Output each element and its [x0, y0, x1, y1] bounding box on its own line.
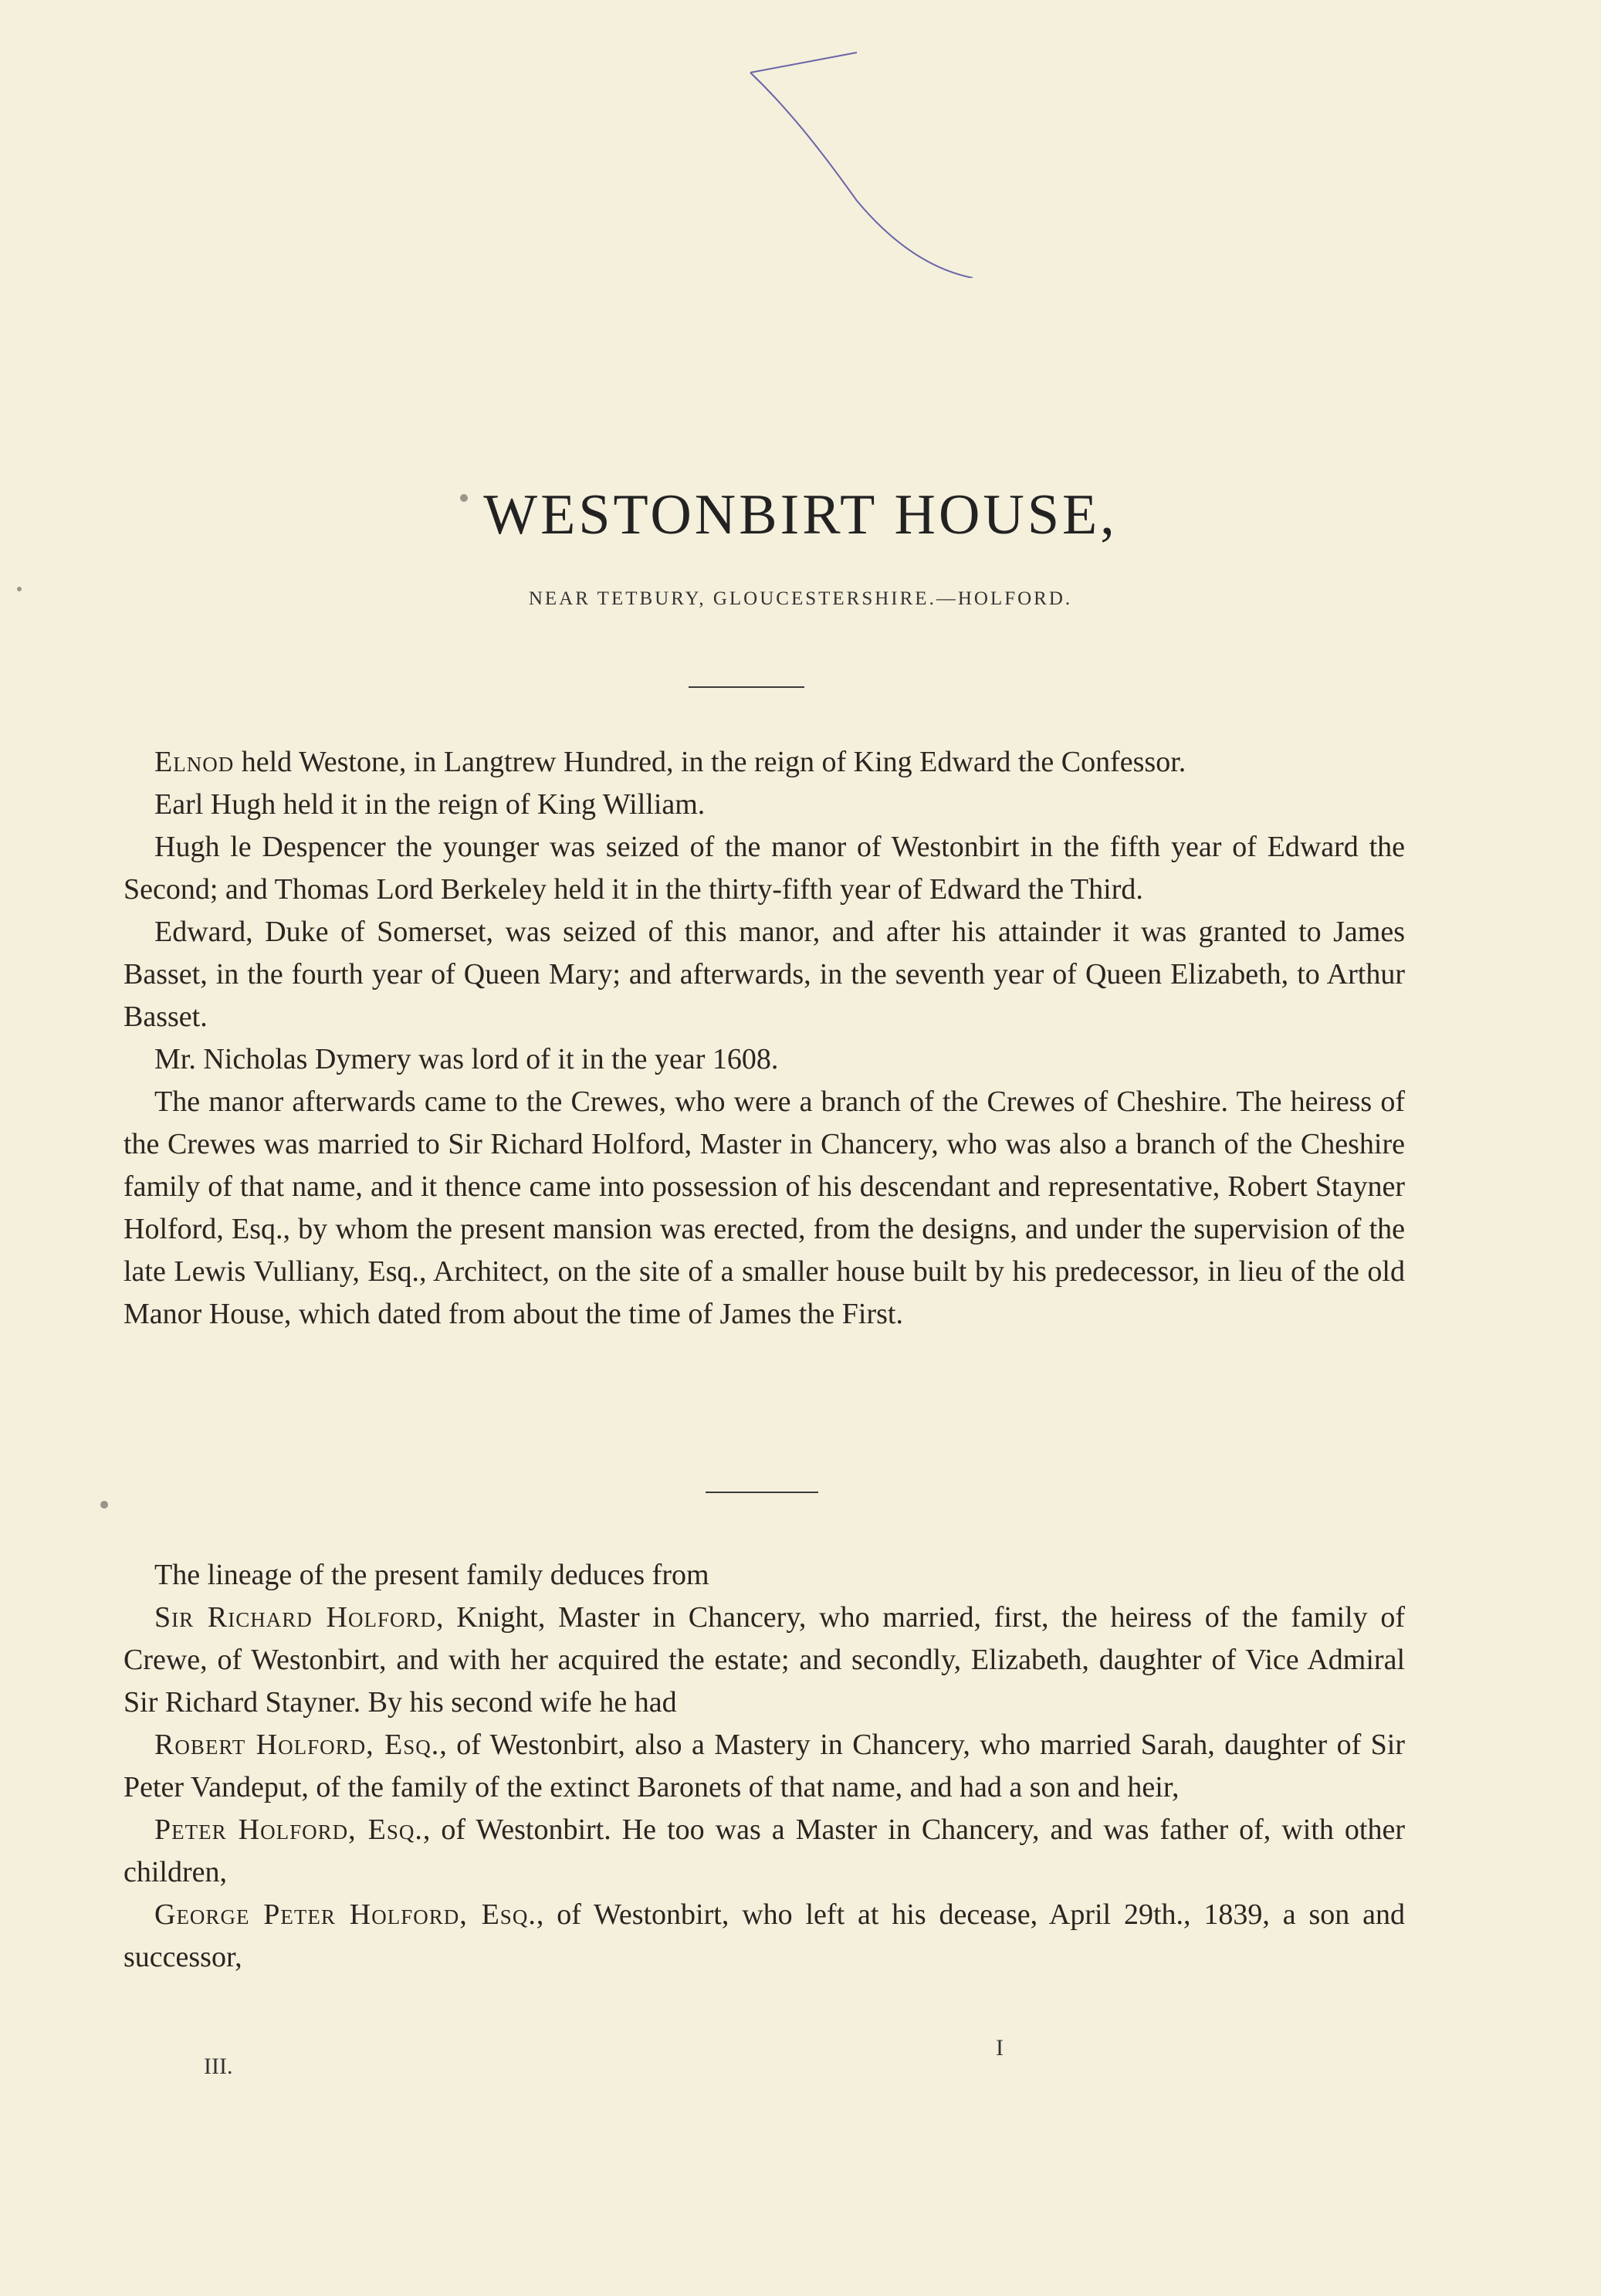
- pencil-mark: [741, 46, 1004, 278]
- page-subtitle: NEAR TETBURY, GLOUCESTERSHIRE.—HOLFORD.: [528, 588, 1073, 609]
- paper-speck: [100, 1501, 108, 1509]
- paragraph: [124, 1081, 1405, 1336]
- paragraph-text: The manor afterwards came to the Crewes, who were a branch of the Crewes of Cheshire. The heiress of the Crewes was married to Sir Richard Holford, Master in Chancery, who was also a branch of the Cheshire family of that name, and it thence came into possession of his descendant and representative, Robert Stayner Holford, Esq., by whom the present mansion was erected, from the designs, and under the supervision of the late Lewis Vulliany, Esq., Architect, on the site of a smaller house built by his predecessor, in lieu of the old Manor House, which dated from about the time of James the First.: [124, 1085, 1405, 1330]
- lineage-section: [124, 1554, 1405, 1979]
- paragraph-text: Hugh le Despencer the younger was seized of the manor of Westonbirt in the fifth year of Edward the Second; and Thomas Lord Berkeley held it in the thirty-fifth year of Edward the Third.: [124, 831, 1405, 906]
- paragraph-text: , Knight, Master in Chancery, who married, first, the heiress of the family of Crewe, of Westonbirt, and with her acquired the estate; and secondly, Elizabeth, daughter of Vice Admiral Sir Richard Stayner. By his second wife he had: [124, 1601, 1405, 1719]
- paragraph: [124, 1894, 1405, 1979]
- paragraph-text: , of Westonbirt. He too was a Master in Chancery, and was father of, with other children,: [124, 1813, 1405, 1888]
- small-caps-name: Elnod: [154, 746, 235, 778]
- divider-rule: [706, 1492, 818, 1493]
- page-title: WESTONBIRT HOUSE,: [483, 483, 1118, 547]
- paragraph: [124, 911, 1405, 1038]
- paragraph-text: held Westone, in Langtrew Hundred, in the reign of King Edward the Confessor.: [234, 746, 1186, 778]
- signature-mark: I: [996, 2035, 1004, 2061]
- paragraph-text: , of Westonbirt, who left at his decease, April 29th., 1839, a son and successor,: [124, 1898, 1405, 1973]
- paragraph-text: Mr. Nicholas Dymery was lord of it in the year 1608.: [154, 1043, 779, 1075]
- paragraph: [124, 1809, 1405, 1894]
- paragraph: [124, 1597, 1405, 1724]
- history-section: [124, 741, 1405, 1336]
- paper-speck: [17, 587, 22, 591]
- paragraph-text: The lineage of the present family deduces from: [154, 1559, 709, 1591]
- paper-speck: [460, 494, 468, 502]
- paragraph: [124, 826, 1405, 911]
- volume-number: III.: [204, 2054, 233, 2079]
- paragraph-text: Earl Hugh held it in the reign of King William.: [154, 788, 706, 821]
- paragraph: [124, 784, 1405, 826]
- small-caps-name: Sir Richard Holford: [154, 1601, 436, 1634]
- paragraph: [124, 1554, 1405, 1597]
- paragraph: [124, 741, 1405, 784]
- divider-rule: [689, 686, 804, 688]
- paragraph: [124, 1038, 1405, 1081]
- small-caps-name: Robert Holford, Esq.: [154, 1729, 440, 1761]
- paragraph-text: Edward, Duke of Somerset, was seized of this manor, and after his attainder it was granted to James Basset, in the fourth year of Queen Mary; and afterwards, in the seventh year of Queen Elizabeth, to Arthur Basset.: [124, 916, 1405, 1033]
- paragraph-text: , of Westonbirt, also a Mastery in Chancery, who married Sarah, daughter of Sir Peter Vandeput, of the family of the extinct Baronets of that name, and had a son and heir,: [124, 1729, 1405, 1803]
- small-caps-name: George Peter Holford, Esq.: [154, 1898, 536, 1931]
- small-caps-name: Peter Holford, Esq.: [154, 1813, 423, 1846]
- paragraph: [124, 1724, 1405, 1809]
